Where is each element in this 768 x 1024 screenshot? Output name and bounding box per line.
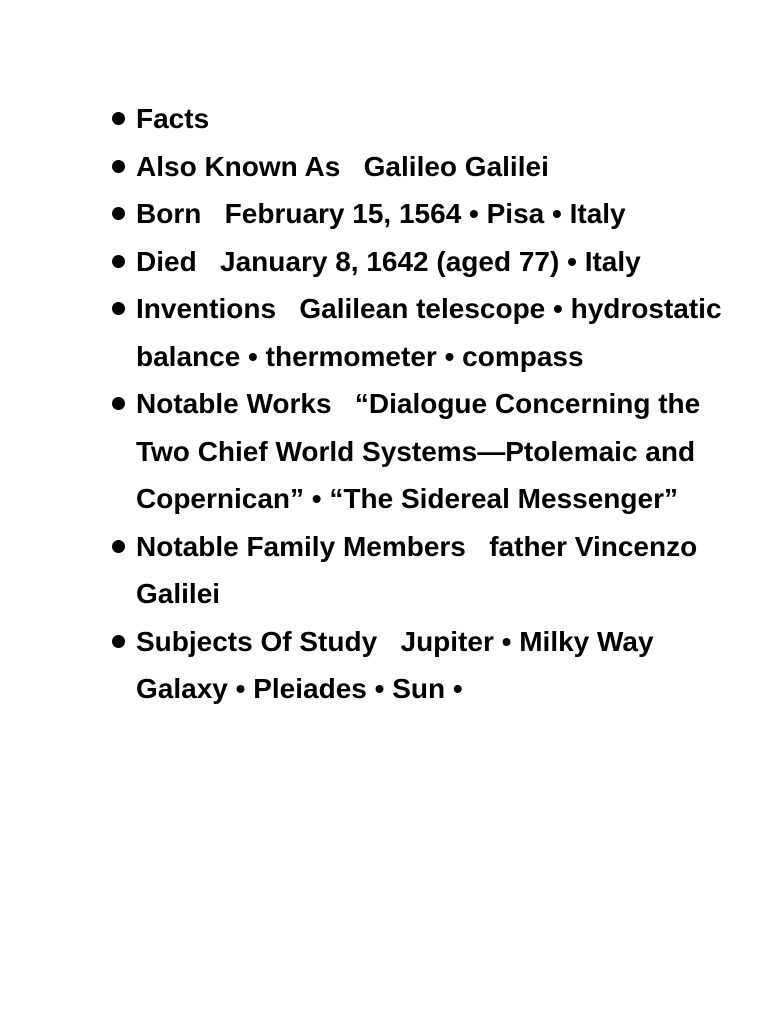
fact-label: Notable Works <box>136 388 332 419</box>
bullet-icon <box>112 207 125 220</box>
bullet-icon <box>112 160 125 173</box>
fact-label: Facts <box>136 103 210 134</box>
list-item-born <box>112 190 732 238</box>
fact-value: “Dialogue Concerning the Two Chief World Systems—Ptolemaic and Copernican” • “The Sidereal Messenger” <box>136 388 709 514</box>
fact-value: January 8, 1642 (aged 77) • Italy <box>220 245 641 277</box>
list-item-also-known-as <box>112 143 732 191</box>
fact-label: Subjects Of Study <box>136 625 378 657</box>
bullet-icon <box>112 112 125 125</box>
fact-value: father Vincenzo Galilei <box>136 530 705 609</box>
facts-list <box>112 95 732 713</box>
bullet-icon <box>112 255 125 268</box>
list-item-notable-family-members <box>112 523 732 618</box>
fact-value: Jupiter • Milky Way Galaxy • Pleiades • Sun • <box>136 625 662 704</box>
fact-label: Inventions <box>136 293 277 324</box>
list-item-facts <box>112 95 732 143</box>
fact-label: Died <box>136 245 197 277</box>
fact-label: Also Known As <box>136 150 341 182</box>
fact-value: Galilean telescope • hydrostatic balance • thermometer • compass <box>136 293 730 372</box>
fact-label: Notable Family Members <box>136 530 466 562</box>
fact-value: Galileo Galilei <box>363 150 549 182</box>
fact-value: February 15, 1564 • Pisa • Italy <box>224 198 626 229</box>
list-item-notable-works <box>112 380 732 523</box>
list-item-died <box>112 238 732 286</box>
list-item-subjects-of-study <box>112 618 732 713</box>
bullet-icon <box>112 397 125 410</box>
bullet-icon <box>112 302 125 315</box>
bullet-icon <box>112 635 125 648</box>
bullet-icon <box>112 540 125 553</box>
fact-label: Born <box>136 198 202 229</box>
list-item-inventions <box>112 285 732 380</box>
